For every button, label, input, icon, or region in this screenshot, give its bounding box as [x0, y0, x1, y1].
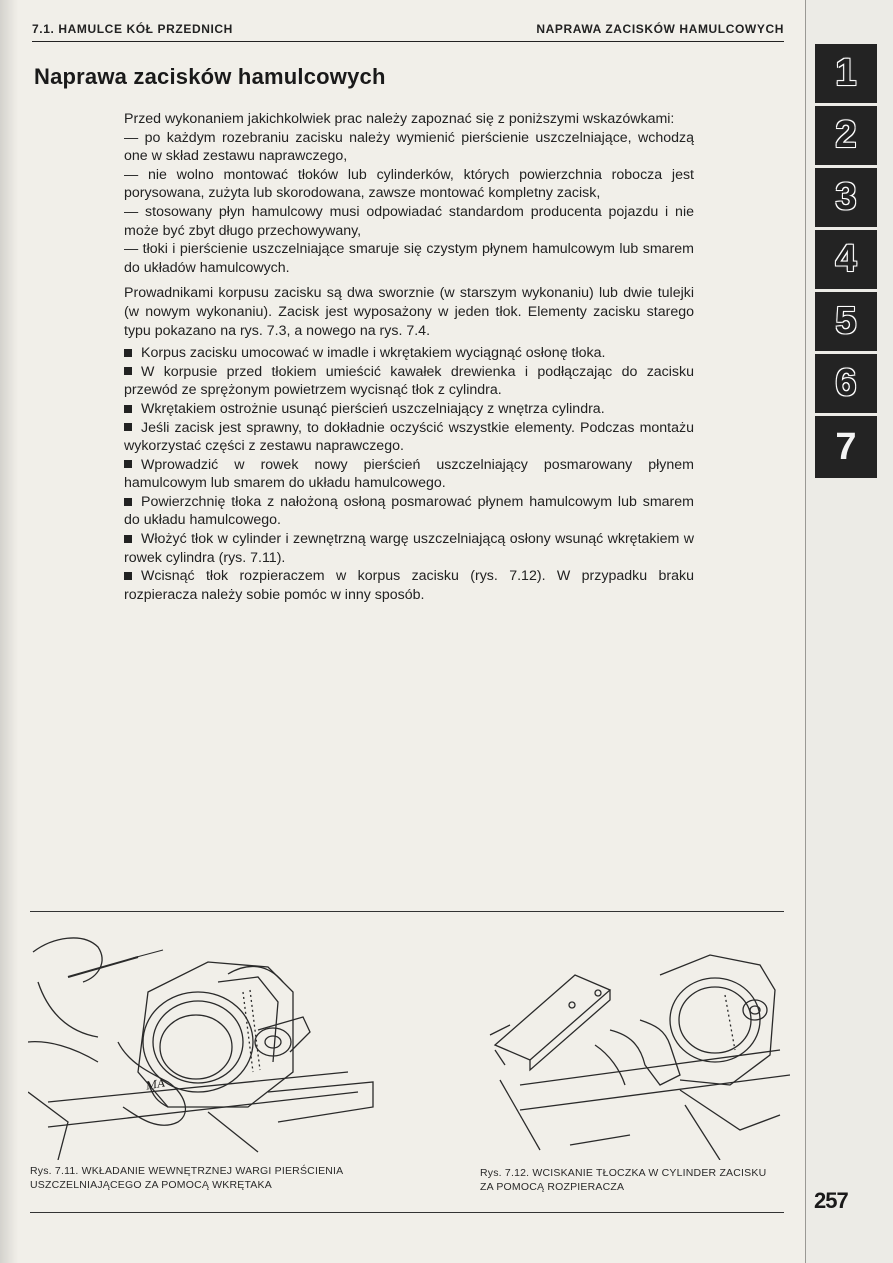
- chapter-tab-1[interactable]: 1: [815, 44, 877, 106]
- chapter-tab-2[interactable]: 2: [815, 106, 877, 168]
- intro-item: — nie wolno montować tłoków lub cylinderków, których powierzchnia robocza jest porysowana, zużyta lub skorodowana, zawsze montować kompletny zacisk,: [124, 166, 694, 202]
- step-item: [124, 344, 694, 363]
- bullet-square-icon: [124, 535, 132, 543]
- caption-line: ZA POMOCĄ ROZPIERACZA: [480, 1181, 625, 1193]
- body-text: [124, 110, 694, 604]
- caption-line: USZCZELNIAJĄCEGO ZA POMOCĄ WKRĘTAKA: [30, 1179, 272, 1191]
- step-item: [124, 419, 694, 456]
- step-text: Wprowadzić w rowek nowy pierścień uszczelniający posmarowany płynem hamulcowym lub smarem do układu hamulcowego.: [124, 456, 694, 492]
- step-text: Powierzchnię tłoka z nałożoną osłoną posmarować płynem hamulcowym lub smarem do układu hamulcowego.: [124, 493, 694, 529]
- step-text: Jeśli zacisk jest sprawny, to dokładnie oczyścić wszystkie elementy. Podczas montażu wykorzystać części z zestawu naprawczego.: [124, 419, 694, 455]
- bullet-square-icon: [124, 460, 132, 468]
- bullet-square-icon: [124, 423, 132, 431]
- caption-line: Rys. 7.11. WKŁADANIE WEWNĘTRZNEJ WARGI PIERŚCIENIA: [30, 1165, 344, 1177]
- chapter-tab-3[interactable]: 3: [815, 168, 877, 230]
- chapter-tab-6[interactable]: 6: [815, 354, 877, 416]
- chapter-tab-7-active[interactable]: 7: [815, 416, 877, 481]
- bullet-square-icon: [124, 349, 132, 357]
- step-text: Wkrętakiem ostrożnie usunąć pierścień uszczelniający z wnętrza cylindra.: [141, 400, 605, 417]
- page-number: 257: [814, 1188, 848, 1213]
- caption-line: Rys. 7.12. WCISKANIE TŁOCZKA W CYLINDER ZACISKU: [480, 1167, 767, 1179]
- step-item: [124, 363, 694, 400]
- header-rule: [32, 41, 784, 42]
- figure-7-11-illustration: [28, 922, 383, 1160]
- step-item: [124, 567, 694, 604]
- intro-lead: Przed wykonaniem jakichkolwiek prac należy zapoznać się z poniższymi wskazówkami:: [124, 111, 675, 127]
- figure-rule: [30, 911, 784, 912]
- step-item: [124, 400, 694, 419]
- figure-7-12-caption: [480, 1166, 780, 1194]
- header-section: 7.1. HAMULCE KÓŁ PRZEDNICH: [32, 22, 233, 36]
- bullet-square-icon: [124, 498, 132, 506]
- figure-7-12-illustration: [480, 935, 790, 1160]
- step-text: Włożyć tłok w cylinder i zewnętrzną wargę uszczelniającą osłony wsunąć wkrętakiem w rowek cylindra (rys. 7.11).: [124, 531, 694, 566]
- chapter-tab-4[interactable]: 4: [815, 230, 877, 292]
- intro-item: — tłoki i pierścienie uszczelniające smaruje się czystym płynem hamulcowym lub smarem do układów hamulcowych.: [124, 241, 694, 276]
- footer-rule: [30, 1212, 784, 1213]
- bullet-square-icon: [124, 572, 132, 580]
- page-title: Naprawa zacisków hamulcowych: [34, 64, 386, 89]
- step-item: [124, 493, 694, 530]
- step-text: W korpusie przed tłokiem umieścić kawałek drewienka i podłączając do zacisku przewód ze sprężonym powietrzem wycisnąć tłok z cylindra.: [124, 363, 694, 399]
- page-gutter-shadow: [0, 0, 18, 1263]
- figure-7-11-caption: [30, 1164, 360, 1192]
- description-paragraph: Prowadnikami korpusu zacisku są dwa sworznie (w starszym wykonaniu) lub dwie tulejki (w nowym wykonaniu). Zacisk jest wyposażony w jeden tłok. Elementy zacisku starego typu pokazano na rys. 7.3, a nowego na rys. 7.4.: [124, 285, 694, 339]
- hand-marking-label: MA: [145, 1076, 167, 1093]
- step-item: [124, 456, 694, 493]
- header-topic: NAPRAWA ZACISKÓW HAMULCOWYCH: [536, 22, 784, 36]
- step-item: [124, 530, 694, 567]
- bullet-square-icon: [124, 405, 132, 413]
- step-text: Korpus zacisku umocować w imadle i wkrętakiem wyciągnąć osłonę tłoka.: [141, 345, 606, 362]
- intro-item: — stosowany płyn hamulcowy musi odpowiadać standardom producenta pojazdu i nie może być zbyt długo przechowywany,: [124, 203, 694, 239]
- bullet-square-icon: [124, 367, 132, 375]
- running-header: [32, 22, 784, 40]
- step-text: Wcisnąć tłok rozpieraczem w korpus zacisku (rys. 7.12). W przypadku braku rozpieracza należy sobie pomóc w inny sposób.: [124, 568, 694, 603]
- chapter-tab-5[interactable]: 5: [815, 292, 877, 354]
- intro-item: — po każdym rozebraniu zacisku należy wymienić pierścienie uszczelniające, wchodzą one w skład zestawu naprawczego,: [124, 129, 694, 165]
